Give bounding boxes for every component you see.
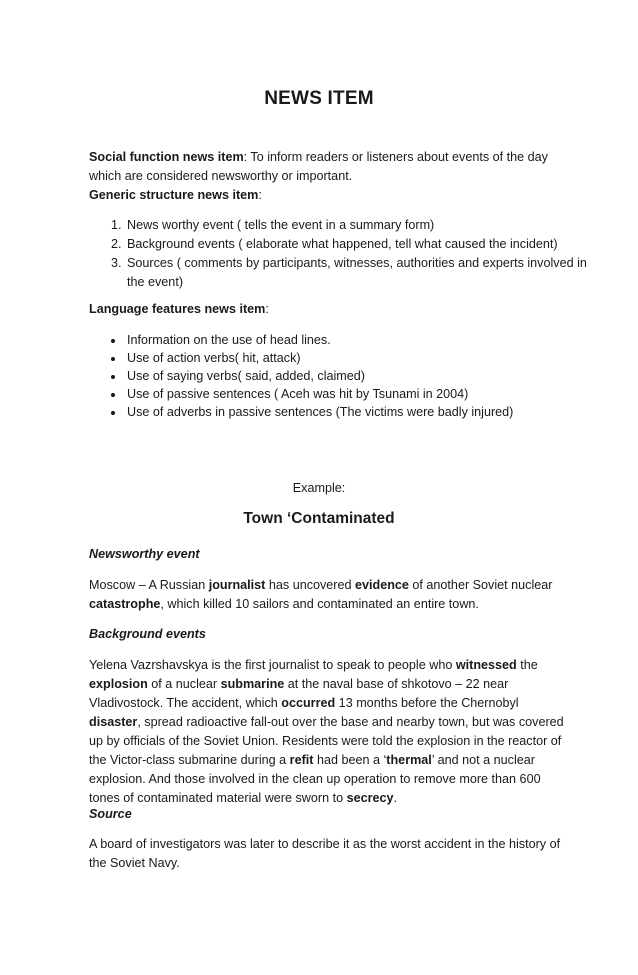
generic-structure-colon: : [258,188,262,202]
language-features-heading [89,300,569,319]
bold-word: refit [289,753,314,767]
text-run: , which killed 10 sailors and contaminated an entire town. [160,597,479,611]
bold-word: evidence [355,578,409,592]
list-item: 3. Sources ( comments by participants, witnesses, authorities and experts involved in the event) [125,254,605,292]
social-function-label: Social function news item [89,150,244,164]
text-run: ’ and not a nuclear explosion. And those involved in the clean up operation to remove more than 600 tones of contaminated material were sworn to [89,753,541,805]
list-item: 2. Background events ( elaborate what happened, tell what caused the incident) [125,235,605,254]
text-run: Moscow – A Russian [89,578,209,592]
text-run: 13 months before the Chernobyl [335,696,519,710]
generic-structure-label: Generic structure news item [89,188,259,202]
list-item: 1. News worthy event ( tells the event in a summary form) [125,216,605,235]
source-paragraph: A board of investigators was later to describe it as the worst accident in the history of the Soviet Navy. [89,837,561,870]
page-title: NEWS ITEM [264,88,374,109]
newsworthy-paragraph [89,576,569,614]
text-run: the [516,658,538,672]
newsworthy-heading: Newsworthy event [89,547,200,561]
text-run: had been a ‘ [313,753,387,767]
language-features-list [89,331,605,421]
list-item: • Information on the use of head lines. [125,331,605,349]
bold-word: catastrophe [89,597,161,611]
generic-structure-list [89,216,605,292]
list-item: • Use of action verbs( hit, attack) [125,349,605,367]
text-run: of another Soviet nuclear [408,578,553,592]
bold-word: occurred [281,696,336,710]
list-item: • Use of adverbs in passive sentences (The victims were badly injured) [125,403,605,421]
bold-word: witnessed [455,658,517,672]
bold-word: submarine [220,677,285,691]
text-run: of a nuclear [147,677,221,691]
story-title: Town ‘Contaminated [243,510,395,527]
text-run: at the naval base of shkotovo – 22 near Vladivostock. The accident, which [89,677,509,710]
language-features-label: Language features news item [89,302,266,316]
language-features-colon: : [265,302,269,316]
source-heading: Source [89,807,132,821]
text-run: Yelena Vazrshavskya is the first journalist to speak to people who [89,658,456,672]
list-item: • Use of saying verbs( said, added, claimed) [125,367,605,385]
text-run: , spread radioactive fall-out over the base and nearby town, but was covered up by officials of the Soviet Union. Residents were told the explosion in the reactor of the Victor-class submarine during a [89,715,564,767]
bold-word: explosion [89,677,148,691]
list-item: • Use of passive sentences ( Aceh was hit by Tsunami in 2004) [125,385,605,403]
example-label: Example: [292,481,346,495]
bold-word: disaster [89,715,138,729]
social-function-paragraph [89,148,569,186]
text-run: . [393,791,398,805]
generic-structure-heading [89,186,569,205]
text-run: has uncovered [265,578,356,592]
bold-word: thermal [386,753,432,767]
background-paragraph [89,656,569,808]
bold-word: journalist [208,578,266,592]
bold-word: secrecy [346,791,394,805]
background-heading: Background events [89,627,206,641]
social-function-text: : To inform readers or listeners about events of the day which are considered newsworthy or important. [89,150,548,183]
